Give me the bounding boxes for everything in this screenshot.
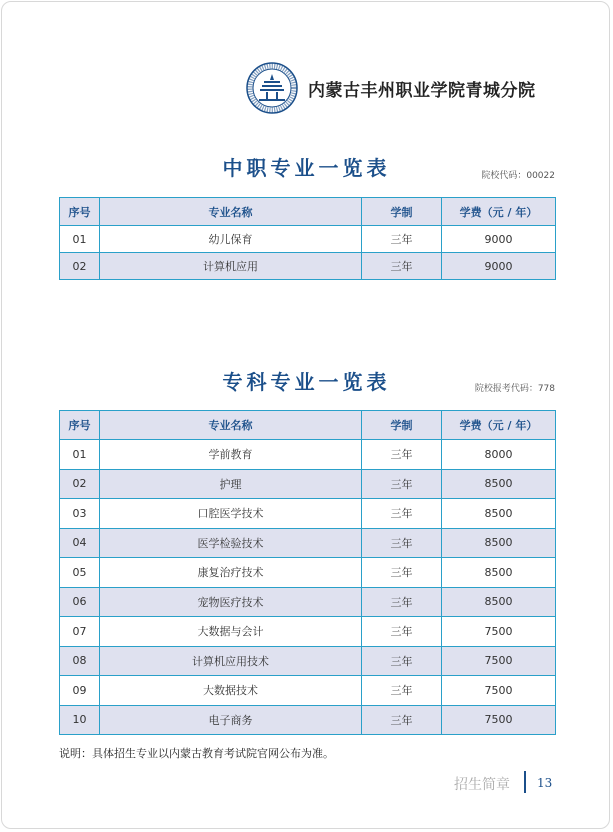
row-tuition: 8000 <box>442 440 556 470</box>
table-row <box>60 528 556 558</box>
row-duration: 三年 <box>362 499 442 529</box>
row-duration: 三年 <box>362 676 442 706</box>
row-tuition: 7500 <box>442 705 556 735</box>
row-index: 03 <box>60 499 100 529</box>
row-tuition: 8500 <box>442 528 556 558</box>
row-duration: 三年 <box>362 587 442 617</box>
row-tuition: 9000 <box>442 253 556 280</box>
row-duration: 三年 <box>362 558 442 588</box>
table-row <box>60 499 556 529</box>
row-major: 口腔医学技术 <box>100 499 362 529</box>
row-tuition: 8500 <box>442 499 556 529</box>
row-major: 大数据技术 <box>100 676 362 706</box>
row-duration: 三年 <box>362 469 442 499</box>
table-row <box>60 617 556 647</box>
row-tuition: 7500 <box>442 617 556 647</box>
column-header-index: 序号 <box>60 411 100 440</box>
column-header-major: 专业名称 <box>100 411 362 440</box>
table-row <box>60 676 556 706</box>
row-index: 10 <box>60 705 100 735</box>
column-header-duration: 学制 <box>362 198 442 226</box>
row-major: 学前教育 <box>100 440 362 470</box>
row-index: 01 <box>60 226 100 253</box>
footer-label: 招生简章 <box>454 777 510 793</box>
row-duration: 三年 <box>362 253 442 280</box>
row-tuition: 7500 <box>442 676 556 706</box>
row-index: 06 <box>60 587 100 617</box>
table-row <box>60 253 556 280</box>
table-row <box>60 226 556 253</box>
table-row <box>60 646 556 676</box>
row-major: 计算机应用 <box>100 253 362 280</box>
row-major: 电子商务 <box>100 705 362 735</box>
page-header <box>246 60 536 116</box>
table-row <box>60 440 556 470</box>
row-duration: 三年 <box>362 617 442 647</box>
column-header-tuition: 学费（元 / 年） <box>442 411 556 440</box>
row-major: 护理 <box>100 469 362 499</box>
table-header-row <box>60 411 556 440</box>
row-tuition: 7500 <box>442 646 556 676</box>
secondary-majors-table <box>59 197 556 280</box>
row-duration: 三年 <box>362 440 442 470</box>
row-tuition: 8500 <box>442 469 556 499</box>
table-row <box>60 469 556 499</box>
column-header-duration: 学制 <box>362 411 442 440</box>
footer-divider <box>524 771 526 793</box>
page-number: 13 <box>537 776 553 790</box>
school-logo-icon <box>246 62 298 114</box>
column-header-index: 序号 <box>60 198 100 226</box>
college-school-code: 院校报考代码：778 <box>474 384 555 394</box>
row-tuition: 8500 <box>442 587 556 617</box>
row-duration: 三年 <box>362 705 442 735</box>
row-major: 宠物医疗技术 <box>100 587 362 617</box>
row-major: 康复治疗技术 <box>100 558 362 588</box>
row-major: 幼儿保育 <box>100 226 362 253</box>
table-row <box>60 587 556 617</box>
row-index: 02 <box>60 253 100 280</box>
row-index: 05 <box>60 558 100 588</box>
table-row <box>60 558 556 588</box>
college-majors-table <box>59 410 556 735</box>
row-major: 计算机应用技术 <box>100 646 362 676</box>
row-tuition: 8500 <box>442 558 556 588</box>
row-index: 01 <box>60 440 100 470</box>
row-duration: 三年 <box>362 226 442 253</box>
secondary-school-code: 院校代码：00022 <box>481 171 555 181</box>
footnote: 说明：具体招生专业以内蒙古教育考试院官网公布为准。 <box>59 747 334 760</box>
school-name: 内蒙古丰州职业学院青城分院 <box>308 80 536 101</box>
row-index: 07 <box>60 617 100 647</box>
table-row <box>60 705 556 735</box>
secondary-section-title: 中职专业一览表 <box>222 156 391 180</box>
column-header-major: 专业名称 <box>100 198 362 226</box>
row-index: 04 <box>60 528 100 558</box>
row-index: 02 <box>60 469 100 499</box>
row-index: 08 <box>60 646 100 676</box>
row-major: 医学检验技术 <box>100 528 362 558</box>
row-duration: 三年 <box>362 646 442 676</box>
column-header-tuition: 学费（元 / 年） <box>442 198 556 226</box>
row-index: 09 <box>60 676 100 706</box>
college-section-title: 专科专业一览表 <box>222 370 391 394</box>
row-duration: 三年 <box>362 528 442 558</box>
table-header-row <box>60 198 556 226</box>
row-tuition: 9000 <box>442 226 556 253</box>
row-major: 大数据与会计 <box>100 617 362 647</box>
